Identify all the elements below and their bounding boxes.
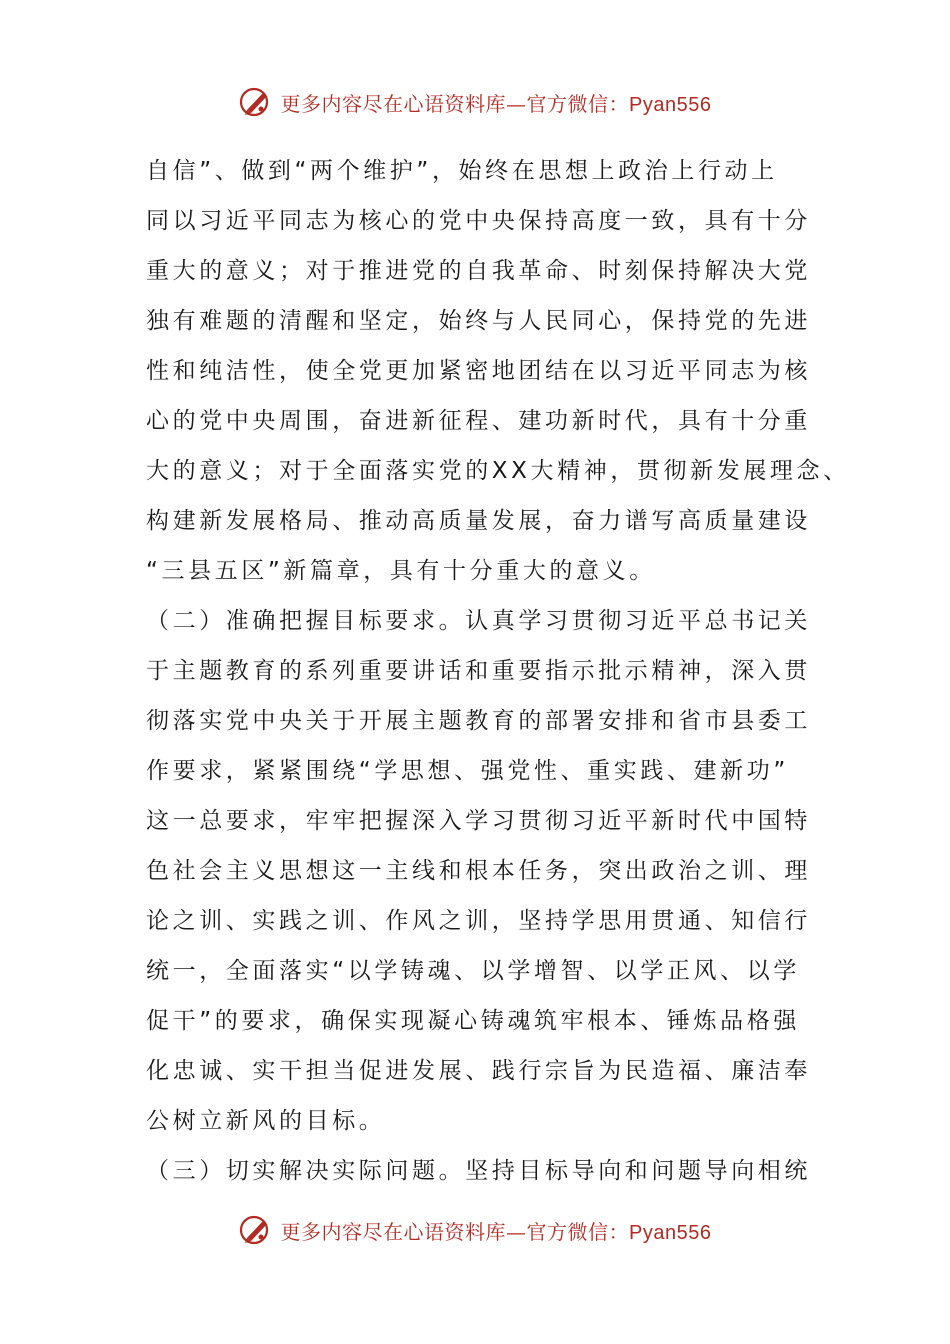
body-line: 心的党中央周围，奋进新征程、建功新时代，具有十分重 bbox=[146, 408, 811, 434]
pen-seal-logo-icon bbox=[239, 85, 273, 119]
header-wechat-id: Pyan556 bbox=[629, 93, 712, 116]
body-line: 这一总要求，牢牢把握深入学习贯彻习近平新时代中国特 bbox=[146, 808, 811, 834]
body-line: 论之训、实践之训、作风之训，坚持学思用贯通、知信行 bbox=[146, 908, 811, 934]
body-line: “三县五区”新篇章，具有十分重大的意义。 bbox=[146, 558, 656, 584]
section-heading-line: （三）切实解决实际问题。坚持目标导向和问题导向相统 bbox=[146, 1158, 811, 1184]
body-line: 统一，全面落实“以学铸魂、以学增智、以学正风、以学 bbox=[146, 958, 800, 984]
body-line: 公树立新风的目标。 bbox=[146, 1108, 386, 1134]
body-line: 彻落实党中央关于开展主题教育的部署安排和省市县委工 bbox=[146, 708, 811, 734]
body-line: 自信”、做到“两个维护”，始终在思想上政治上行动上 bbox=[146, 158, 778, 184]
body-line: 色社会主义思想这一主线和根本任务，突出政治之训、理 bbox=[146, 858, 811, 884]
footer-banner-text: 更多内容尽在心语资料库—官方微信：Pyan556 bbox=[280, 1219, 712, 1244]
body-line: 重大的意义；对于推进党的自我革命、时刻保持解决大党 bbox=[146, 258, 811, 284]
body-line: 性和纯洁性，使全党更加紧密地团结在以习近平同志为核 bbox=[146, 358, 811, 384]
body-line: 促干”的要求，确保实现凝心铸魂筑牢根本、锤炼品格强 bbox=[146, 1008, 800, 1034]
body-line: 化忠诚、实干担当促进发展、践行宗旨为民造福、廉洁奉 bbox=[146, 1058, 811, 1084]
body-line: 于主题教育的系列重要讲话和重要指示批示精神，深入贯 bbox=[146, 658, 811, 684]
body-line: 大的意义；对于全面落实党的XX大精神，贯彻新发展理念、 bbox=[146, 458, 850, 484]
footer-banner bbox=[0, 1210, 950, 1250]
body-line: 同以习近平同志为核心的党中央保持高度一致，具有十分 bbox=[146, 208, 811, 234]
footer-wechat-id: Pyan556 bbox=[629, 1221, 712, 1244]
document-body bbox=[146, 146, 850, 1196]
pen-seal-logo-icon bbox=[239, 1213, 273, 1247]
body-line: 独有难题的清醒和坚定，始终与人民同心，保持党的先进 bbox=[146, 308, 811, 334]
header-banner bbox=[0, 82, 950, 122]
section-heading-line: （二）准确把握目标要求。认真学习贯彻习近平总书记关 bbox=[146, 608, 811, 634]
body-line: 作要求，紧紧围绕“学思想、强党性、重实践、建新功” bbox=[146, 758, 789, 784]
body-line: 构建新发展格局、推动高质量发展，奋力谱写高质量建设 bbox=[146, 508, 811, 534]
header-banner-text: 更多内容尽在心语资料库—官方微信：Pyan556 bbox=[280, 91, 712, 116]
